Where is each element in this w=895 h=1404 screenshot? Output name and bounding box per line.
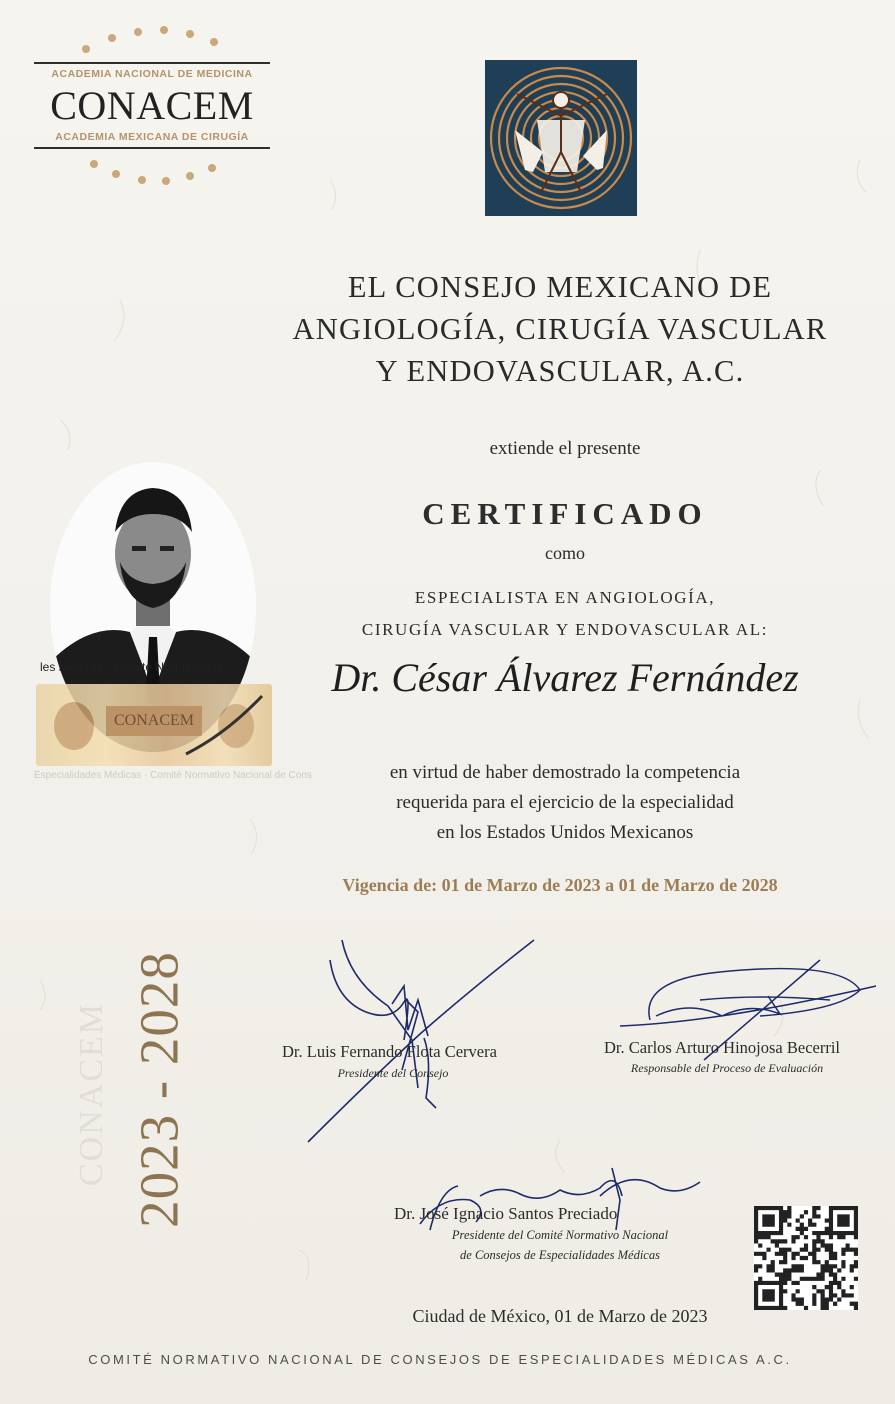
logo-top-line: ACADEMIA NACIONAL DE MEDICINA [51,68,253,80]
hologram-seal [36,684,272,766]
specialty [290,582,840,646]
validity-years: 2023 - 2028 [128,951,190,1228]
ghost-watermark: CONACEM [73,1001,110,1187]
signatory-role: de Consejos de Especialidades Médicas [460,1248,660,1262]
competence-statement [300,758,830,848]
logo-rule-top [34,62,270,64]
signatory-role: Presidente del Consejo [337,1066,449,1080]
intro-text: extiende el presente [489,438,641,459]
heading-line: EL CONSEJO MEXICANO DE [347,270,773,304]
logo-rule-bottom [34,147,270,149]
photo-seal-text: les Médicas · Comité Normativo N [40,660,223,674]
certificate-title: CERTIFICADO [422,496,708,531]
council-emblem [485,60,637,216]
signatory-name: Dr. José Ignacio Santos Preciado [394,1204,618,1223]
recipient-name: Dr. César Álvarez Fernández [331,655,799,700]
conacem-logo [34,24,270,194]
qr-modules [754,1206,858,1310]
signatory-role: Responsable del Proceso de Evaluación [630,1061,824,1075]
logo-bottom-line: ACADEMIA MEXICANA DE CIRUGÍA [55,131,249,143]
footer-organization: COMITÉ NORMATIVO NACIONAL DE CONSEJOS DE ESPECIALIDADES MÉDICAS A.C. [88,1352,792,1367]
signatory-name: Dr. Luis Fernando Flota Cervera [282,1042,497,1061]
specialty-line: CIRUGÍA VASCULAR Y ENDOVASCULAR AL: [361,620,769,639]
specialty-line: ESPECIALISTA EN ANGIOLOGÍA, [414,588,716,607]
validity-period: Vigencia de: 01 de Marzo de 2023 a 01 de Marzo de 2028 [342,875,778,895]
logo-name: CONACEM [50,83,254,128]
heading-line: ANGIOLOGÍA, CIRUGÍA VASCULAR [292,312,828,346]
statement-line: en virtud de haber demostrado la competencia [389,762,741,783]
signatory-role: Presidente del Comité Normativo Nacional [451,1228,669,1242]
statement-line: requerida para el ejercicio de la especialidad [396,792,734,813]
place-and-date: Ciudad de México, 01 de Marzo de 2023 [412,1306,708,1326]
statement-line: en los Estados Unidos Mexicanos [436,822,694,843]
verification-qr-code[interactable] [754,1206,858,1310]
security-microtext: Especialidades Médicas · Comité Normativo Nacional de Cons [34,770,312,781]
signatory-name: Dr. Carlos Arturo Hinojosa Becerril [604,1038,840,1057]
heading-line: Y ENDOVASCULAR, A.C. [375,354,745,388]
como-text: como [545,543,585,563]
hologram-text: CONACEM [106,706,202,736]
council-heading [250,266,870,392]
